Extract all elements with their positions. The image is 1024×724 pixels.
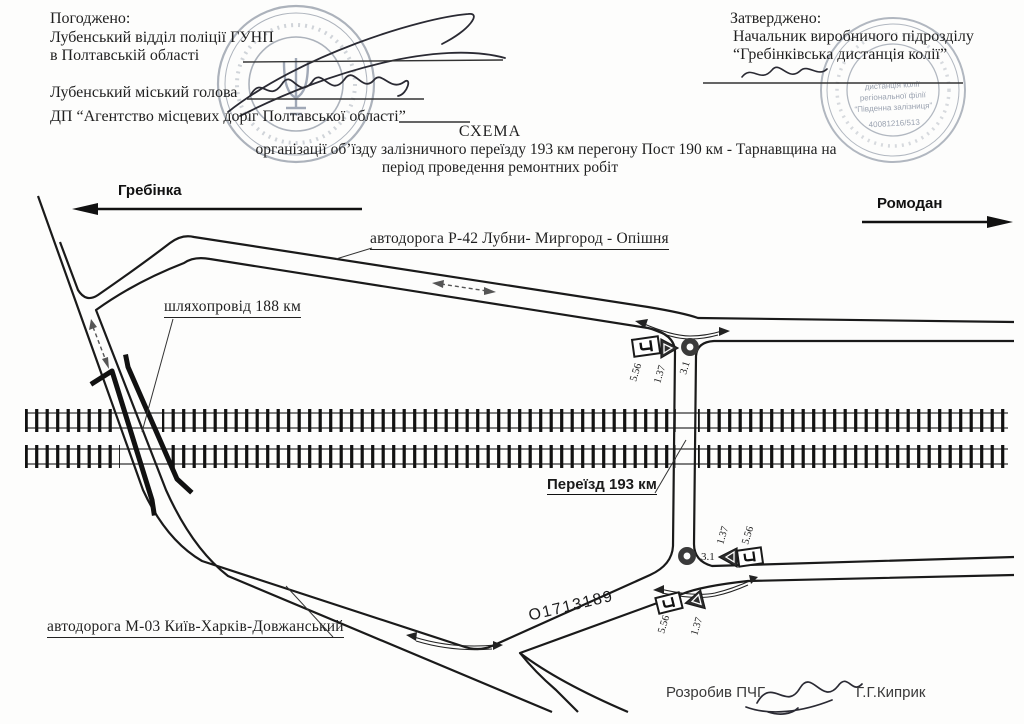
sign-label-31: 3.1 xyxy=(678,360,693,376)
road-label-o1713189: О1713189 xyxy=(527,587,616,625)
approved-right-line2: “Гребінківська дистанція колії” xyxy=(733,46,948,63)
sign-labels-top xyxy=(628,360,692,385)
signature-right xyxy=(742,67,827,77)
road-label-p42: автодорога Р-42 Лубни- Миргород - Опішня xyxy=(370,230,669,250)
crossing-label: Переїзд 193 км xyxy=(547,476,657,493)
sign-no-entry-bottom xyxy=(681,550,693,562)
approved-right-label: Затверджено: xyxy=(730,10,822,27)
railway-ties xyxy=(25,409,1008,468)
overpass-bridge xyxy=(93,357,190,513)
approved-left-org3: ДП “Агентство місцевих доріг Полтавської області” xyxy=(50,108,406,125)
approved-left-org1-line1: Лубенський відділ поліції ГУНП xyxy=(50,29,274,46)
stamp-line: дистанція колії xyxy=(864,79,920,92)
sign-detour-scheme-top xyxy=(632,336,660,356)
railway-tracks xyxy=(25,409,1008,468)
sign-label-137: 1.37 xyxy=(652,364,669,385)
sign-label-556: 5.56 xyxy=(656,614,673,635)
approved-left-org2: Лубенський міський голова xyxy=(50,84,238,101)
stamp-line: регіональної філії xyxy=(859,90,927,103)
approved-left-label: Погоджено: xyxy=(50,10,131,27)
stamp-right-text xyxy=(853,79,933,130)
sign-road-works-bottom-north xyxy=(719,548,737,567)
direction-label-hrebinka: Гребінка xyxy=(118,182,182,199)
road-label-m03: автодорога М-03 Київ-Харків-Довжанський xyxy=(47,618,344,638)
scheme-title-line1: організації об’їзду залізничного переїзду 193 км перегону Пост 190 км - Тарнавщина на xyxy=(255,141,837,158)
sign-label-137: 1.37 xyxy=(715,525,732,546)
footer-author-name: Г.Г.Киприк xyxy=(856,684,926,701)
direction-arrow-left xyxy=(72,203,362,215)
direction-arrow-right xyxy=(862,216,1013,228)
sign-label-31: 3.1 xyxy=(701,551,715,563)
approved-right-line1: Начальник виробничого підрозділу xyxy=(733,28,974,45)
stamp-line: “Південна залізниця” xyxy=(854,100,933,115)
scheme-title-heading: СХЕМА xyxy=(458,123,522,140)
direction-label-romodan: Ромодан xyxy=(877,195,943,212)
sign-no-entry-top xyxy=(684,341,696,353)
sign-detour-scheme-bottom-south xyxy=(655,592,682,613)
sign-label-556: 5.56 xyxy=(740,525,757,546)
sign-detour-scheme-bottom-north xyxy=(737,547,763,566)
overpass-label: шляхопровід 188 км xyxy=(164,298,301,318)
stamp-line: 40081216/513 xyxy=(868,117,921,130)
sign-label-556: 5.56 xyxy=(628,362,645,383)
scheme-title-line2: період проведення ремонтних робіт xyxy=(381,159,619,176)
sign-label-137: 1.37 xyxy=(689,616,706,637)
footer-developed-label: Розробив ПЧГ xyxy=(666,684,766,701)
approved-left-org1-line2: в Полтавській області xyxy=(50,47,200,64)
